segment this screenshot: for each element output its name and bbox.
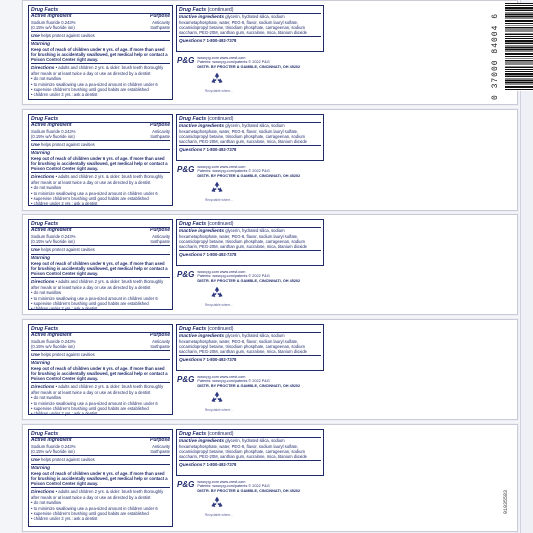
package-panel: [22, 109, 518, 211]
directions-bullet: • children under 2 yrs.: ask a dentist: [31, 410, 98, 416]
active-ingredient-label: Active ingredient: [31, 13, 72, 19]
directions-label: Directions: [31, 280, 55, 286]
warning-text: Keep out of reach of children under 6 yrs. of age. If more than used for brushing is accidentally swallowed, get medical help or contact a Poison Control Center right away.: [31, 46, 168, 63]
recycle-icon: [209, 390, 225, 406]
recycle-text: Recyclable where...: [205, 198, 233, 202]
drug-facts-box: [28, 219, 173, 310]
recycle-icon: [209, 71, 225, 87]
use-label: Use: [31, 247, 40, 253]
purpose-label: Purpose: [149, 13, 170, 19]
purpose-label: Purpose: [149, 332, 170, 338]
directions-bullet: • to minimize swallowing use a pea-sized amount in children under 6: [31, 505, 158, 511]
use-text: helps protect against cavities: [40, 351, 95, 357]
directions-bullet: • do not swallow: [31, 76, 62, 82]
drug-facts-box: [28, 114, 173, 206]
directions-label: Directions: [31, 490, 55, 496]
recycle-text: Recyclable where...: [205, 89, 233, 93]
inactive-label: Inactive ingredients: [179, 124, 225, 129]
warning-label: Warning: [31, 150, 51, 156]
package-panel: [22, 0, 518, 105]
warning-text: Keep out of reach of children under 6 yrs. of age. If more than used for brushing is accidentally swallowed, get medical help or contact a Poison Control Center right away.: [31, 260, 168, 277]
directions-bullet: • do not swallow: [31, 500, 62, 506]
questions-phone: 1-800-492-7378: [206, 38, 237, 44]
directions-text: • adults and children 2 yrs. & older: brush teeth thoroughly after meals or at least twice a day or use as directed by a dentist: [31, 174, 164, 186]
questions-label: Questions?: [179, 463, 206, 469]
directions-text: • adults and children 2 yrs. & older: brush teeth thoroughly after meals or at least twice a day or use as directed by a dentist: [31, 384, 164, 396]
use-label: Use: [31, 33, 40, 39]
inactive-text: glycerin, hydrated silica, sodium hexametaphosphate, water, PEG-6, flavor, sodium lauryl sulfate, cocamidopropyl betaine, trisodium phosphate, carrageenan, sodium saccharin, PEG-20M, xanthan gum, sucralose, mica, titanium dioxide: [179, 123, 308, 145]
websites: www.pg.com www.crest.com: [197, 56, 246, 60]
package-panel: [22, 319, 518, 420]
distributor: DISTR. BY PROCTER & GAMBLE, CINCINNATI, OH 45202: [197, 64, 301, 69]
recycle-icon: [209, 495, 225, 511]
active-ingredient-value: Sodium fluoride 0.243%: [31, 338, 76, 344]
active-ingredient-value: Sodium fluoride 0.243%: [31, 19, 76, 25]
active-ingredient-label: Active ingredient: [31, 332, 72, 338]
distributor: DISTR. BY PROCTER & GAMBLE, CINCINNATI, OH 45202: [197, 488, 301, 493]
warning-label: Warning: [31, 255, 51, 261]
use-text: helps protect against cavities: [40, 246, 95, 252]
purpose-value-2: toothpaste: [150, 238, 170, 244]
questions-label: Questions?: [179, 358, 206, 364]
distributor: DISTR. BY PROCTER & GAMBLE, CINCINNATI, OH 45202: [197, 278, 301, 283]
active-ingredient-label: Active ingredient: [31, 437, 72, 443]
websites: www.pg.com www.crest.com: [197, 480, 246, 484]
directions-bullet: • children under 2 yrs.: ask a dentist: [31, 200, 98, 206]
websites: www.pg.com www.crest.com: [197, 270, 246, 274]
inactive-text: glycerin, hydrated silica, sodium hexametaphosphate, water, PEG-6, flavor, sodium lauryl sulfate, cocamidopropyl betaine, trisodium phosphate, carrageenan, sodium saccharin, PEG-20M, xanthan gum, sucralose, mica, titanium dioxide: [179, 333, 308, 355]
warning-text: Keep out of reach of children under 6 yrs. of age. If more than used for brushing is accidentally swallowed, get medical help or contact a Poison Control Center right away.: [31, 470, 168, 487]
use-text: helps protect against cavities: [40, 141, 95, 147]
inactive-label: Inactive ingredients: [179, 439, 225, 444]
drug-facts-title: Drug Facts: [31, 326, 170, 333]
company-info: [177, 270, 327, 283]
pg-logo: P&G: [177, 56, 195, 65]
drug-facts-continued-title: Drug Facts (continued): [179, 431, 321, 438]
inactive-label: Inactive ingredients: [179, 334, 225, 339]
company-info: [177, 165, 327, 178]
drug-facts-continued-box: [176, 324, 324, 371]
active-ingredient-sub: (0.15% w/v fluoride ion): [31, 343, 75, 349]
questions-label: Questions?: [179, 148, 206, 154]
purpose-value-2: toothpaste: [150, 133, 170, 139]
purpose-value: Anticavity: [152, 128, 170, 134]
drug-facts-title: Drug Facts: [31, 221, 170, 228]
inactive-label: Inactive ingredients: [179, 229, 225, 234]
questions-label: Questions?: [179, 39, 206, 45]
barcode-bars: [505, 3, 533, 91]
directions-bullet: • supervise children's brushing until good habits are established: [31, 86, 149, 92]
active-ingredient-sub: (0.15% w/v fluoride ion): [31, 238, 75, 244]
use-text: helps protect against cavities: [40, 456, 95, 462]
directions-bullet: • supervise children's brushing until good habits are established: [31, 405, 149, 411]
pg-logo: P&G: [177, 480, 195, 489]
active-ingredient-sub: (0.15% w/v fluoride ion): [31, 24, 75, 30]
use-label: Use: [31, 142, 40, 148]
websites: www.pg.com www.crest.com: [197, 165, 246, 169]
directions-bullet: • to minimize swallowing use a pea-sized amount in children under 6: [31, 81, 158, 87]
directions-label: Directions: [31, 66, 55, 72]
drug-facts-continued-title: Drug Facts (continued): [179, 221, 321, 228]
drug-facts-continued-title: Drug Facts (continued): [179, 116, 321, 123]
inactive-text: glycerin, hydrated silica, sodium hexametaphosphate, water, PEG-6, flavor, sodium lauryl sulfate, cocamidopropyl betaine, trisodium phosphate, carrageenan, sodium saccharin, PEG-20M, xanthan gum, sucralose, mica, titanium dioxide: [179, 228, 308, 250]
active-ingredient-sub: (0.15% w/v fluoride ion): [31, 448, 75, 454]
recycle-icon: [209, 285, 225, 301]
directions-text: • adults and children 2 yrs. & older: brush teeth thoroughly after meals or at least twice a day or use as directed by a dentist: [31, 489, 164, 501]
questions-phone: 1-800-492-7378: [206, 462, 237, 468]
company-info: [177, 480, 327, 493]
drug-facts-box: [28, 324, 173, 415]
drug-facts-continued-box: [176, 219, 324, 266]
active-ingredient-value: Sodium fluoride 0.243%: [31, 128, 76, 134]
drug-facts-box: [28, 429, 173, 527]
company-info: [177, 375, 327, 388]
purpose-value-2: toothpaste: [150, 24, 170, 30]
purpose-label: Purpose: [149, 122, 170, 128]
drug-facts-title: Drug Facts: [31, 116, 170, 123]
directions-bullet: • do not swallow: [31, 395, 62, 401]
directions-bullet: • to minimize swallowing use a pea-sized amount in children under 6: [31, 190, 158, 196]
warning-text: Keep out of reach of children under 6 yrs. of age. If more than used for brushing is accidentally swallowed, get medical help or contact a Poison Control Center right away.: [31, 365, 168, 382]
use-label: Use: [31, 457, 40, 463]
package-panel: [22, 424, 518, 532]
patents: Patents: www.pg.com/patents © 2022 P&G: [197, 60, 270, 65]
distributor: DISTR. BY PROCTER & GAMBLE, CINCINNATI, OH 45202: [197, 173, 301, 178]
questions-phone: 1-800-492-7378: [206, 147, 237, 153]
distributor: DISTR. BY PROCTER & GAMBLE, CINCINNATI, OH 45202: [197, 383, 301, 388]
purpose-value-2: toothpaste: [150, 448, 170, 454]
barcode: [483, 3, 533, 101]
directions-bullet: • to minimize swallowing use a pea-sized amount in children under 6: [31, 400, 158, 406]
purpose-value-2: toothpaste: [150, 343, 170, 349]
purpose-value: Anticavity: [152, 233, 170, 239]
barcode-digits: 0 37000 84004 6: [491, 13, 500, 101]
drug-facts-continued-title: Drug Facts (continued): [179, 7, 321, 14]
recycle-text: Recyclable where...: [205, 408, 233, 412]
patents: Patents: www.pg.com/patents © 2022 P&G: [197, 484, 270, 489]
patents: Patents: www.pg.com/patents © 2022 P&G: [197, 274, 270, 279]
drug-facts-continued-title: Drug Facts (continued): [179, 326, 321, 333]
inactive-text: glycerin, hydrated silica, sodium hexametaphosphate, water, PEG-6, flavor, sodium lauryl sulfate, cocamidopropyl betaine, trisodium phosphate, carrageenan, sodium saccharin, PEG-20M, xanthan gum, sucralose, mica, titanium dioxide: [179, 438, 308, 460]
warning-label: Warning: [31, 465, 51, 471]
drug-facts-continued-box: [176, 114, 324, 161]
active-ingredient-label: Active ingredient: [31, 122, 72, 128]
questions-phone: 1-800-492-7378: [206, 252, 237, 258]
active-ingredient-value: Sodium fluoride 0.243%: [31, 233, 76, 239]
patents: Patents: www.pg.com/patents © 2022 P&G: [197, 379, 270, 384]
directions-text: • adults and children 2 yrs. & older: brush teeth thoroughly after meals or at least twice a day or use as directed by a dentist: [31, 65, 164, 77]
side-code: 91935583: [503, 490, 509, 515]
directions-bullet: • children under 2 yrs.: ask a dentist: [31, 91, 98, 97]
drug-facts-title: Drug Facts: [31, 431, 170, 438]
pg-logo: P&G: [177, 165, 195, 174]
inactive-text: glycerin, hydrated silica, sodium hexametaphosphate, water, PEG-6, flavor, sodium lauryl sulfate, cocamidopropyl betaine, trisodium phosphate, carrageenan, sodium saccharin, PEG-20M, xanthan gum, sucralose, mica, titanium dioxide: [179, 14, 308, 36]
warning-label: Warning: [31, 360, 51, 366]
pg-logo: P&G: [177, 270, 195, 279]
drug-facts-box: [28, 5, 173, 100]
recycle-text: Recyclable where...: [205, 513, 233, 517]
warning-text: Keep out of reach of children under 6 yrs. of age. If more than used for brushing is accidentally swallowed, get medical help or contact a Poison Control Center right away.: [31, 155, 168, 172]
patents: Patents: www.pg.com/patents © 2022 P&G: [197, 169, 270, 174]
directions-bullet: • supervise children's brushing until good habits are established: [31, 510, 149, 516]
directions-text: • adults and children 2 yrs. & older: brush teeth thoroughly after meals or at least twice a day or use as directed by a dentist: [31, 279, 164, 291]
purpose-value: Anticavity: [152, 19, 170, 25]
company-info: [177, 56, 327, 69]
pg-logo: P&G: [177, 375, 195, 384]
directions-bullet: • children under 2 yrs.: ask a dentist: [31, 515, 98, 521]
purpose-value: Anticavity: [152, 443, 170, 449]
directions-bullet: • do not swallow: [31, 185, 62, 191]
recycle-text: Recyclable where...: [205, 303, 233, 307]
directions-bullet: • supervise children's brushing until good habits are established: [31, 300, 149, 306]
purpose-value: Anticavity: [152, 338, 170, 344]
use-text: helps protect against cavities: [40, 32, 95, 38]
drug-facts-title: Drug Facts: [31, 7, 170, 14]
recycle-icon: [209, 180, 225, 196]
directions-label: Directions: [31, 385, 55, 391]
websites: www.pg.com www.crest.com: [197, 375, 246, 379]
purpose-label: Purpose: [149, 227, 170, 233]
drug-facts-continued-box: [176, 5, 324, 52]
drug-facts-continued-box: [176, 429, 324, 476]
directions-label: Directions: [31, 175, 55, 181]
questions-label: Questions?: [179, 253, 206, 259]
active-ingredient-label: Active ingredient: [31, 227, 72, 233]
package-panel: [22, 214, 518, 315]
warning-label: Warning: [31, 41, 51, 47]
active-ingredient-sub: (0.15% w/v fluoride ion): [31, 133, 75, 139]
active-ingredient-value: Sodium fluoride 0.243%: [31, 443, 76, 449]
directions-bullet: • children under 2 yrs.: ask a dentist: [31, 305, 98, 311]
questions-phone: 1-800-492-7378: [206, 357, 237, 363]
inactive-label: Inactive ingredients: [179, 15, 225, 20]
use-label: Use: [31, 352, 40, 358]
directions-bullet: • do not swallow: [31, 290, 62, 296]
directions-bullet: • supervise children's brushing until good habits are established: [31, 195, 149, 201]
directions-bullet: • to minimize swallowing use a pea-sized amount in children under 6: [31, 295, 158, 301]
purpose-label: Purpose: [149, 437, 170, 443]
